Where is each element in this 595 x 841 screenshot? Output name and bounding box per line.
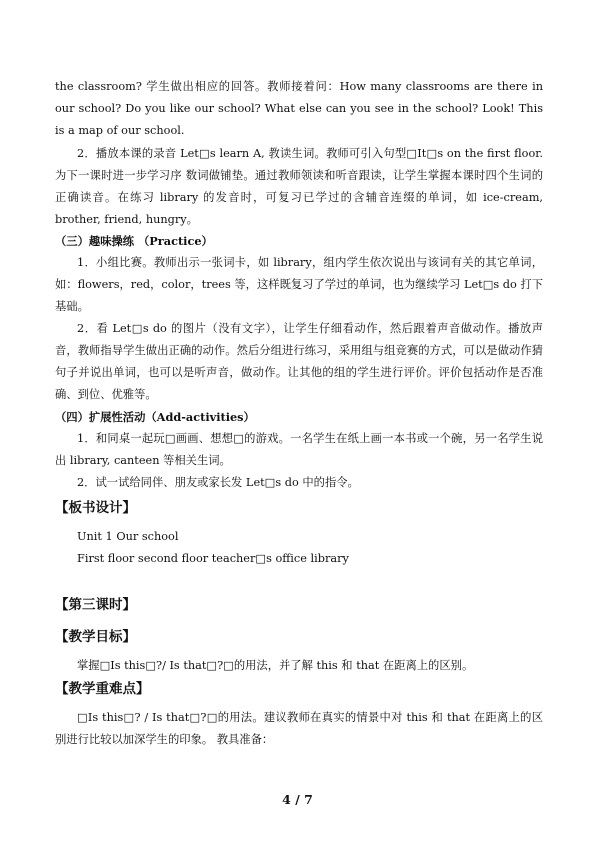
difficulty-body (55, 707, 543, 751)
step2-paragraph (55, 143, 543, 231)
difficulty-section (55, 679, 543, 699)
practice-section (55, 230, 543, 252)
board-line-1 (55, 526, 543, 548)
board-design-section (55, 498, 543, 518)
lesson3-heading: 【第三课时】 (55, 597, 136, 613)
goals-section (55, 627, 543, 647)
goals-text: 掌握□Is this□?/ Is that□?□的用法，并了解 this 和 that 在距离上的区别。 (77, 659, 474, 672)
lesson3-section (55, 595, 543, 615)
practice-item-1 (55, 252, 543, 318)
step2-text: 2．播放本课的录音 Let□s learn A, 教读生词。教师可引入句型□It□s on the first floor.为下一课时进一步学习序 数词做铺垫。通过教师领读和听音跟读，让学生掌握本课时四个生词的正确读音。在练习 library 的发音时，可复习已学过的含辅音连缀的单词，如 ice-cream, brother, friend, hungry。 (55, 147, 543, 226)
practice-item-2-text: 2．看 Let□s do 的图片（没有文字），让学生仔细看动作，然后跟着声音做动作。播放声音，教师指导学生做出正确的动作。然后分组进行练习，采用组与组竞赛的方式，可以是做动作猜句子并说出单词，也可以是听声音，做动作。让其他的组的学生进行评价。评价包括动作是否准确、到位、优雅等。 (55, 322, 543, 401)
practice-item-1-text: 1．小组比赛。教师出示一张词卡，如 library，组内学生依次说出与该词有关的其它单词，如：flowers，red，color，trees 等，这样既复习了学过的单词，也为继续学习 Let□s do 打下基础。 (55, 256, 543, 313)
intro-paragraph (55, 76, 543, 142)
intro-text: the classroom? 学生做出相应的回答。教师接着问：How many classrooms are there in our school? Do you like our school? What else can you see in the school? Look! This is a map of our school. (55, 80, 543, 137)
board-design-heading: 【板书设计】 (55, 500, 136, 516)
goals-heading: 【教学目标】 (55, 629, 136, 645)
difficulty-text: □Is this□? / Is that□?□的用法。建议教师在真实的情景中对 this 和 that 在距离上的区别进行比较以加深学生的印象。 教具准备： (55, 711, 543, 746)
practice-item-2 (55, 318, 543, 406)
add-activities-item-1-text: 1．和同桌一起玩□画画、想想□的游戏。一名学生在纸上画一本书或一个碗，另一名学生说出 library, canteen 等相关生词。 (55, 432, 543, 467)
add-activities-item-2-text: 2．试一试给同伴、朋友或家长发 Let□s do 中的指令。 (77, 476, 359, 489)
add-activities-heading: （四）扩展性活动（Add-activities） (55, 410, 255, 424)
board-line-2 (55, 548, 543, 570)
difficulty-heading: 【教学重难点】 (55, 681, 150, 697)
goals-body (55, 655, 543, 677)
add-activities-section (55, 406, 543, 428)
board-line-2-text: First floor second floor teacher□s office library (77, 552, 349, 565)
add-activities-item-2 (55, 472, 543, 494)
practice-heading: （三）趣味操练 （Practice） (55, 234, 213, 248)
add-activities-item-1 (55, 428, 543, 472)
page-number: 4 / 7 (282, 792, 313, 807)
board-line-1-text: Unit 1 Our school (77, 530, 179, 543)
